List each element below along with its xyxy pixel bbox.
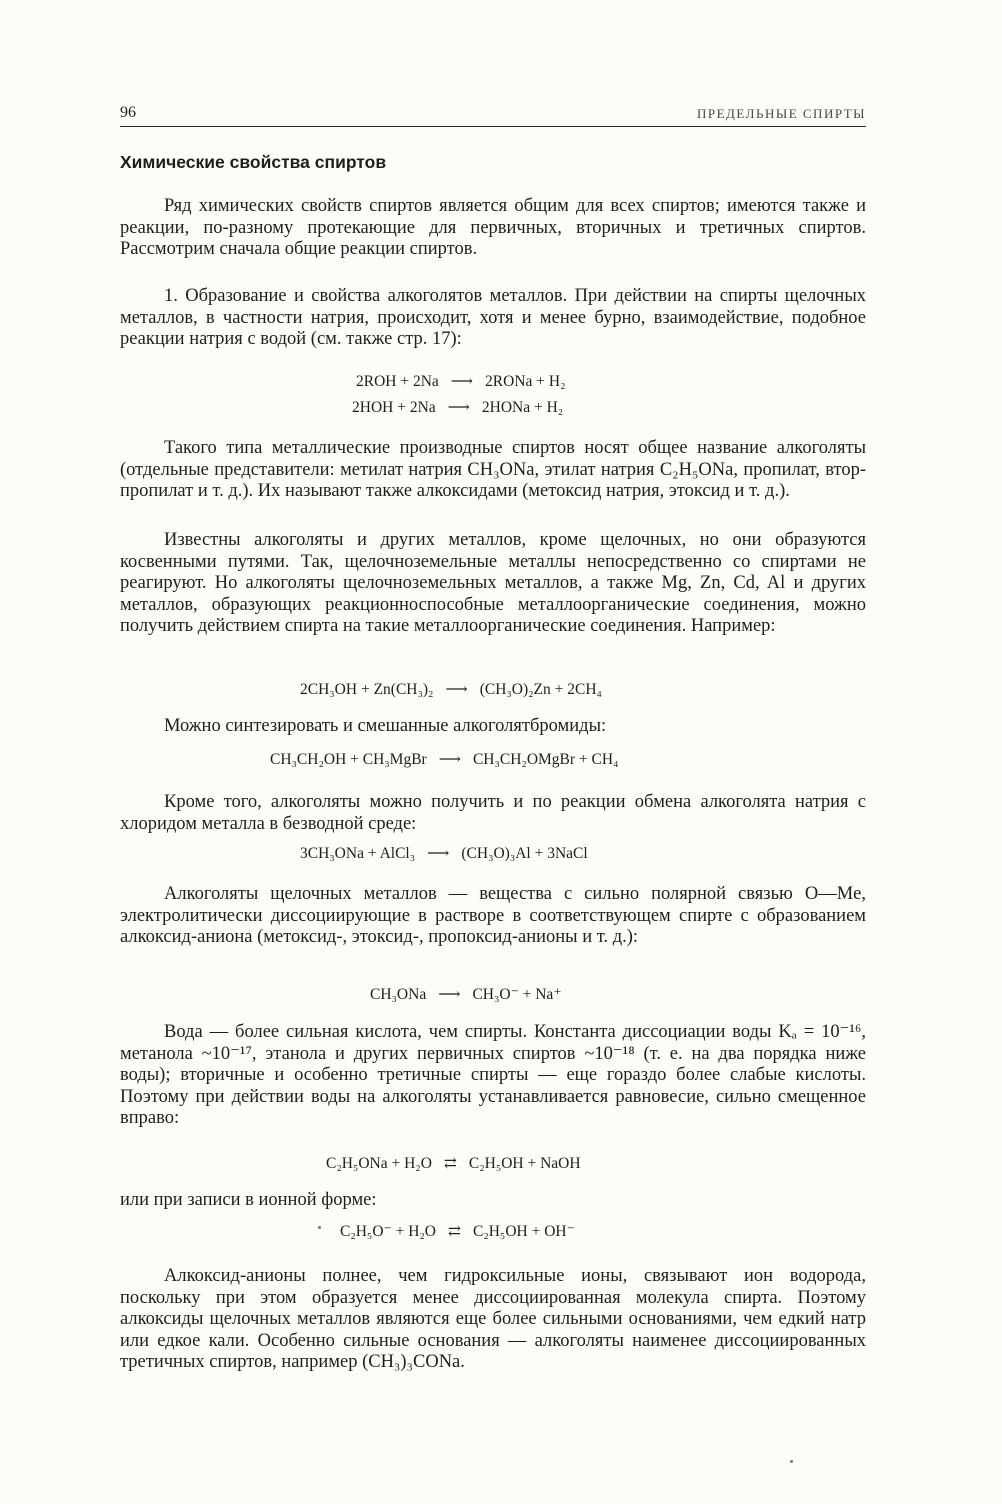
equation-6: CH₃ONa ⟶ CH₃O⁻ + Na⁺: [370, 986, 562, 1003]
paragraph-acidity: Вода — более сильная кислота, чем спирты. Константа диссоциации воды Kₐ = 10⁻¹⁶, метанола ~10⁻¹⁷, этанола и других первичных спиртов ~10⁻¹⁸ (т. е. на два порядка ниже воды); вторичные и особенно третичные спирты — еще гораздо более слабые кислоты. Поэтому при действии воды на алкоголяты устанавливается равновесие, сильно смещенное вправо:: [120, 1022, 866, 1129]
equation-2: 2HOH + 2Na ⟶ 2HONa + H₂: [352, 399, 564, 416]
paragraph-alcoholates-names: Такого типа металлические производные спиртов носят общее название алкоголяты (отдельные представители: метилат натрия CH₃ONa, этилат натрия C₂H₅ONa, пропилат, втор-пропилат и т. д.). Их называют также алкоксидами (метоксид натрия, этоксид и т. д.).: [120, 438, 866, 502]
paragraph-mixed-bromides: Можно синтезировать и смешанные алкоголятбромиды:: [164, 716, 607, 736]
equation-8: C₂H₅O⁻ + H₂O ⇄ C₂H₅OH + OH⁻: [340, 1223, 575, 1240]
paragraph-intro: Ряд химических свойств спиртов является общим для всех спиртов; имеются также и реакции, по-разному протекающие для первичных, вторичных и третичных спиртов. Рассмотрим сначала общие реакции спиртов.: [120, 196, 866, 260]
paragraph-bases: Алкоксид-анионы полнее, чем гидроксильные ионы, связывают ион водорода, поскольку при этом образуется менее диссоциированная молекула спирта. Поэтому алкоксиды щелочных металлов являются еще более сильными основаниями, чем едкий натр или едкое кали. Особенно сильные основания — алкоголяты наименее диссоциированных третичных спиртов, например (CH₃)₃CONa.: [120, 1266, 866, 1373]
scan-speck: [318, 1226, 321, 1229]
equation-5: 3CH₃ONa + AlCl₃ ⟶ (CH₃O)₃Al + 3NaCl: [300, 845, 588, 862]
paragraph-other-metals: Известны алкоголяты и других металлов, кроме щелочных, но они образуются косвенными путями. Так, щелочноземельные металлы непосредственно со спиртами не реагируют. Но алкоголяты щелочноземельных металлов, а также Mg, Zn, Cd, Al и других металлов, образующих реакционноспособные металлоорганические соединения, можно получить действием спирта на такие металлоорганические соединения. Например:: [120, 530, 866, 637]
running-section-title: ПРЕДЕЛЬНЫЕ СПИРТЫ: [696, 106, 866, 121]
paragraph-alkoxide-anion: Алкоголяты щелочных металлов — вещества с сильно полярной связью O—Me, электролитически диссоциирующие в растворе в соответствующем спирте с образованием алкоксид-аниона (метоксид-, этоксид-, пропоксид-анионы и т. д.):: [120, 884, 866, 948]
page-number: 96: [120, 104, 136, 121]
equation-3: 2CH₃OH + Zn(CH₃)₂ ⟶ (CH₃O)₂Zn + 2CH₄: [300, 681, 602, 698]
paragraph-ionic-form: или при записи в ионной форме:: [120, 1190, 377, 1210]
equation-7: C₂H₅ONa + H₂O ⇄ C₂H₅OH + NaOH: [326, 1155, 581, 1172]
equation-4: CH₃CH₂OH + CH₃MgBr ⟶ CH₃CH₂OMgBr + CH₄: [270, 751, 619, 768]
scan-speck: [790, 1460, 793, 1463]
equation-1: 2ROH + 2Na ⟶ 2RONa + H₂: [356, 373, 566, 390]
paragraph-exchange: Кроме того, алкоголяты можно получить и по реакции обмена алкоголята натрия с хлоридом металла в безводной среде:: [120, 792, 866, 834]
section-heading: Химические свойства спиртов: [120, 152, 387, 172]
paragraph-alcoholates-formation: 1. Образование и свойства алкоголятов металлов. При действии на спирты щелочных металлов, в частности натрия, происходит, хотя и менее бурно, взаимодействие, подобное реакции натрия с водой (см. также стр. 17):: [120, 286, 866, 350]
running-header: [120, 104, 866, 127]
